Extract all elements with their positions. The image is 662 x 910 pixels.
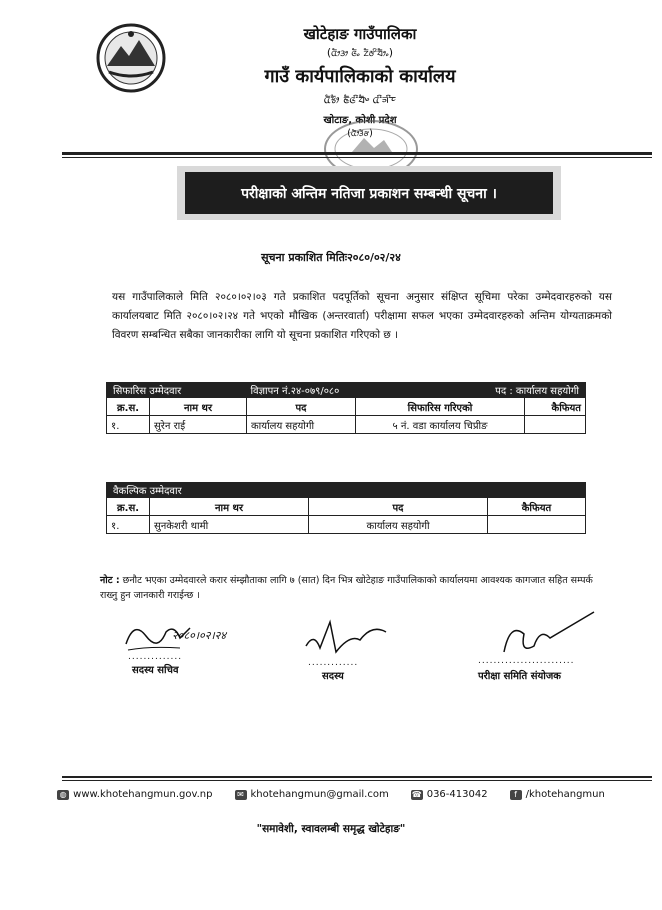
municipality-logo bbox=[95, 22, 167, 94]
cell-sn: १. bbox=[107, 416, 150, 434]
col-header-remarks: कैफियत bbox=[488, 498, 586, 516]
cell-remarks bbox=[488, 516, 586, 534]
signature-dots: .............. bbox=[128, 652, 183, 662]
office-name: खोटेहाङ गाउँपालिका bbox=[303, 25, 417, 43]
col-header-post: पद bbox=[309, 498, 488, 516]
footer-contacts bbox=[0, 789, 662, 800]
member-secretary-title: सदस्य सचिव bbox=[132, 665, 179, 676]
col-header-remarks: कैफियत bbox=[525, 398, 586, 416]
office-name-kiranti: (ᤂᤥᤋᤣ ᤜᤠᤱ ᤁᤠᤅᤡᤔᤥᤱ) bbox=[326, 46, 394, 59]
footer-phone: ☎ 036-413042 bbox=[411, 789, 488, 800]
executive-office-title: गाउँ कार्यपालिकाको कार्यालय bbox=[264, 66, 456, 87]
motto: "समावेशी, स्वावलम्बी समृद्ध खोटेहाङ" bbox=[256, 823, 406, 835]
header-rule-thin bbox=[62, 157, 652, 158]
phone-icon: ☎ bbox=[411, 789, 422, 799]
footer-rule-thick bbox=[62, 776, 652, 778]
col-header-name: नाम थर bbox=[150, 498, 309, 516]
col-header-sn: क्र.स. bbox=[107, 498, 150, 516]
handwritten-date: २०८०।०२।२४ bbox=[172, 629, 227, 642]
district-kiranti: (ᤂᤥᤋᤠᤅ) bbox=[347, 128, 373, 139]
recommended-title: सिफारिस उम्मेदवार bbox=[113, 386, 182, 397]
cell-post: कार्यालय सहयोगी bbox=[247, 416, 356, 434]
cell-name: सुनकेशरी थामी bbox=[150, 516, 309, 534]
col-header-recommended: सिफारिस गरिएको bbox=[356, 398, 525, 416]
signature-dots: ......................... bbox=[478, 656, 575, 666]
col-header-sn: क्र.स. bbox=[107, 398, 150, 416]
coordinator-title: परीक्षा समिति संयोजक bbox=[478, 671, 561, 682]
cell-name: सुरेन राई bbox=[150, 416, 247, 434]
table-row bbox=[107, 416, 586, 434]
col-header-name: नाम थर bbox=[150, 398, 247, 416]
cell-sn: १. bbox=[107, 516, 150, 534]
footer-email[interactable]: ✉ khotehangmun@gmail.com bbox=[235, 789, 389, 800]
notice-body: यस गाउँपालिकाले मिति २०८०।०२।०३ गते प्रकाशित पदपूर्तिको सूचना अनुसार संक्षिप्त सूचिमा परेका उम्मेदवारहरुको यस कार्यालयबाट मिति २०८०।०२।२४ गते भएको मौखिक (अन्तरवार्ता) परीक्षामा सफल भएका उम्मेदवारहरुको अन्तिम योग्यताक्रमको विवरण सम्बन्धित सबैका जानकारीका लागि यो सूचना प्रकाशित गरिएको छ । bbox=[112, 291, 612, 341]
footer-website[interactable]: ◍ www.khotehangmun.gov.np bbox=[57, 789, 212, 800]
col-header-post: पद bbox=[247, 398, 356, 416]
signature-member bbox=[300, 612, 396, 660]
header-rule-thick bbox=[62, 152, 652, 155]
member-title: सदस्य bbox=[322, 671, 344, 682]
cell-post: कार्यालय सहयोगी bbox=[309, 516, 488, 534]
cell-recommended: ५ नं. वडा कार्यालय चिप्रीङ bbox=[356, 416, 525, 434]
globe-icon: ◍ bbox=[57, 790, 69, 800]
recommended-table bbox=[106, 382, 586, 434]
script-line: ᤂᤠᤃᤥ ᤇᤠᤜᤡᤔᤠᤴ ᤂᤡᤈᤡᤰ bbox=[324, 92, 396, 106]
advertisement-number: विज्ञापन नं.२४-०७९/०८० bbox=[250, 386, 340, 397]
note bbox=[100, 573, 610, 603]
note-text: छनौट भएका उम्मेदवारले करार संम्झौताका लागि ७ (सात) दिन भित्र खोटेहाङ गाउँपालिकाको कार्यालयमा आवश्यक कागजात सहित सम्पर्क राख्नु हुन जानकारी गराईन्छ । bbox=[100, 575, 593, 601]
notice-date: सूचना प्रकाशित मितिः२०८०/०२/२४ bbox=[261, 251, 401, 264]
notice-banner: परीक्षाको अन्तिम नतिजा प्रकाशन सम्बन्धी सूचना । bbox=[185, 172, 553, 214]
recommended-post: पद : कार्यालय सहयोगी bbox=[495, 386, 579, 397]
footer-facebook[interactable]: f /khotehangmun bbox=[510, 789, 605, 800]
facebook-icon: f bbox=[510, 790, 522, 800]
cell-remarks bbox=[525, 416, 586, 434]
signature-dots: ............. bbox=[308, 658, 359, 668]
district-line: खोटाङ, कोशी प्रदेश bbox=[323, 115, 397, 126]
note-label: नोट : bbox=[100, 575, 120, 586]
email-icon: ✉ bbox=[235, 790, 247, 800]
table-row bbox=[107, 516, 586, 534]
alternate-title: वैकल्पिक उम्मेदवार bbox=[107, 483, 586, 498]
alternate-table bbox=[106, 482, 586, 534]
footer-rule-thin bbox=[62, 780, 652, 781]
